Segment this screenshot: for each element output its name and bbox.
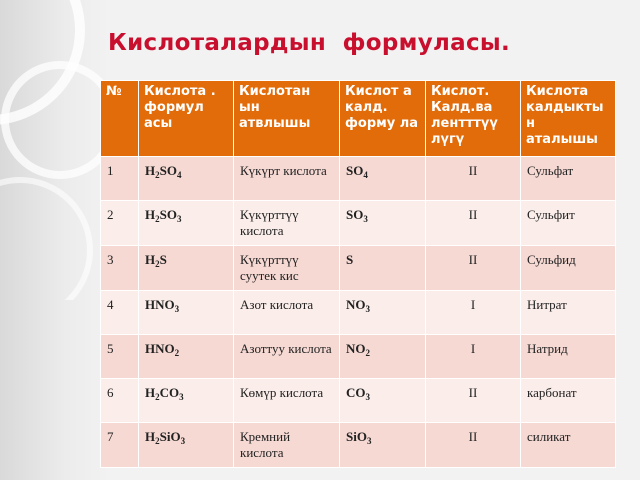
residue-formula — [340, 246, 426, 291]
acid-name: Күкүрттүү суутек кис — [234, 246, 340, 291]
residue-formula — [340, 201, 426, 246]
formula-symbol: SiO — [346, 429, 367, 444]
table-header-row — [101, 81, 616, 157]
decorative-arcs — [0, 0, 110, 300]
header-acid-name: Кислотан ын атвлышы — [234, 81, 340, 157]
formula-symbol: SO — [346, 207, 364, 222]
residue-formula — [340, 379, 426, 423]
residue-name: Сульфат — [521, 157, 616, 201]
residue-formula — [340, 291, 426, 335]
formula-subscript: 4 — [363, 170, 368, 180]
acid-formula — [139, 335, 234, 379]
row-number: 2 — [101, 201, 139, 246]
acid-formula — [139, 201, 234, 246]
table-row — [101, 157, 616, 201]
formula-symbol: S — [346, 252, 354, 267]
acid-formula — [139, 423, 234, 468]
formula-symbol: CO — [346, 385, 366, 400]
header-acid-formula: Кислота . формул асы — [139, 81, 234, 157]
formula-symbol: H — [145, 429, 156, 444]
formula-subscript: 2 — [155, 170, 160, 180]
formula-symbol: NO — [346, 341, 366, 356]
formula-subscript: 3 — [363, 214, 368, 224]
formula-symbol: H — [145, 252, 156, 267]
formula-symbol: H — [145, 207, 156, 222]
residue-name: Натрид — [521, 335, 616, 379]
row-number: 5 — [101, 335, 139, 379]
residue-name: карбонат — [521, 379, 616, 423]
acid-formula — [139, 157, 234, 201]
formula-subscript: 3 — [366, 436, 372, 446]
table-row — [101, 423, 616, 468]
formula-symbol: S — [159, 252, 167, 267]
acid-name: Көмүр кислота — [234, 379, 340, 423]
residue-valence: I — [426, 291, 521, 335]
table-row — [101, 201, 616, 246]
table-row — [101, 291, 616, 335]
formula-symbol: SO — [159, 163, 177, 178]
residue-formula — [340, 335, 426, 379]
table-row — [101, 246, 616, 291]
table-row — [101, 379, 616, 423]
acid-name: Азот кислота — [234, 291, 340, 335]
residue-formula — [340, 157, 426, 201]
residue-valence: II — [426, 157, 521, 201]
formula-subscript: 3 — [174, 304, 180, 314]
formula-subscript: 4 — [176, 170, 182, 180]
formula-symbol: SiO — [159, 429, 181, 444]
acid-formula — [139, 379, 234, 423]
table-row — [101, 335, 616, 379]
residue-name: Сульфид — [521, 246, 616, 291]
residue-name: Сульфит — [521, 201, 616, 246]
acid-name: Кремний кислота — [234, 423, 340, 468]
residue-name: Нитрат — [521, 291, 616, 335]
formula-symbol: HNO — [145, 341, 175, 356]
header-residue-formula: Кислот а калд. форму ла — [340, 81, 426, 157]
row-number: 3 — [101, 246, 139, 291]
residue-valence: II — [426, 379, 521, 423]
formula-subscript: 3 — [180, 436, 186, 446]
residue-valence: II — [426, 423, 521, 468]
acid-name: Күкүрттүү кислота — [234, 201, 340, 246]
formula-symbol: H — [145, 163, 156, 178]
formula-subscript: 2 — [365, 348, 370, 358]
formula-symbol: SO — [159, 207, 177, 222]
residue-valence: I — [426, 335, 521, 379]
formula-symbol: HNO — [145, 297, 175, 312]
acid-formula — [139, 291, 234, 335]
formula-subscript: 3 — [365, 304, 370, 314]
formula-subscript: 3 — [179, 392, 184, 402]
formula-subscript: 2 — [155, 214, 160, 224]
header-residue-valence: Кислот. Калд.ва лентттүү лүгү — [426, 81, 521, 157]
row-number: 6 — [101, 379, 139, 423]
page-title: Кислоталардын формуласы. — [108, 30, 511, 56]
formula-subscript: 2 — [155, 259, 160, 269]
formula-symbol: SO — [346, 163, 364, 178]
formula-subscript: 2 — [174, 348, 180, 358]
header-number: № — [101, 81, 139, 157]
formula-symbol: CO — [159, 385, 180, 400]
residue-formula — [340, 423, 426, 468]
formula-subscript: 3 — [365, 392, 370, 402]
residue-valence: II — [426, 246, 521, 291]
decorative-background — [0, 0, 110, 480]
acid-name: Азоттуу кислота — [234, 335, 340, 379]
formula-symbol: H — [145, 385, 156, 400]
row-number: 1 — [101, 157, 139, 201]
acid-formula — [139, 246, 234, 291]
formula-subscript: 2 — [155, 436, 160, 446]
header-residue-name: Кислота калдыкты н аталышы — [521, 81, 616, 157]
acids-table — [100, 80, 616, 468]
residue-valence: II — [426, 201, 521, 246]
row-number: 4 — [101, 291, 139, 335]
residue-name: силикат — [521, 423, 616, 468]
formula-subscript: 3 — [176, 214, 182, 224]
acid-name: Күкүрт кислота — [234, 157, 340, 201]
row-number: 7 — [101, 423, 139, 468]
formula-subscript: 2 — [155, 392, 160, 402]
formula-symbol: NO — [346, 297, 366, 312]
